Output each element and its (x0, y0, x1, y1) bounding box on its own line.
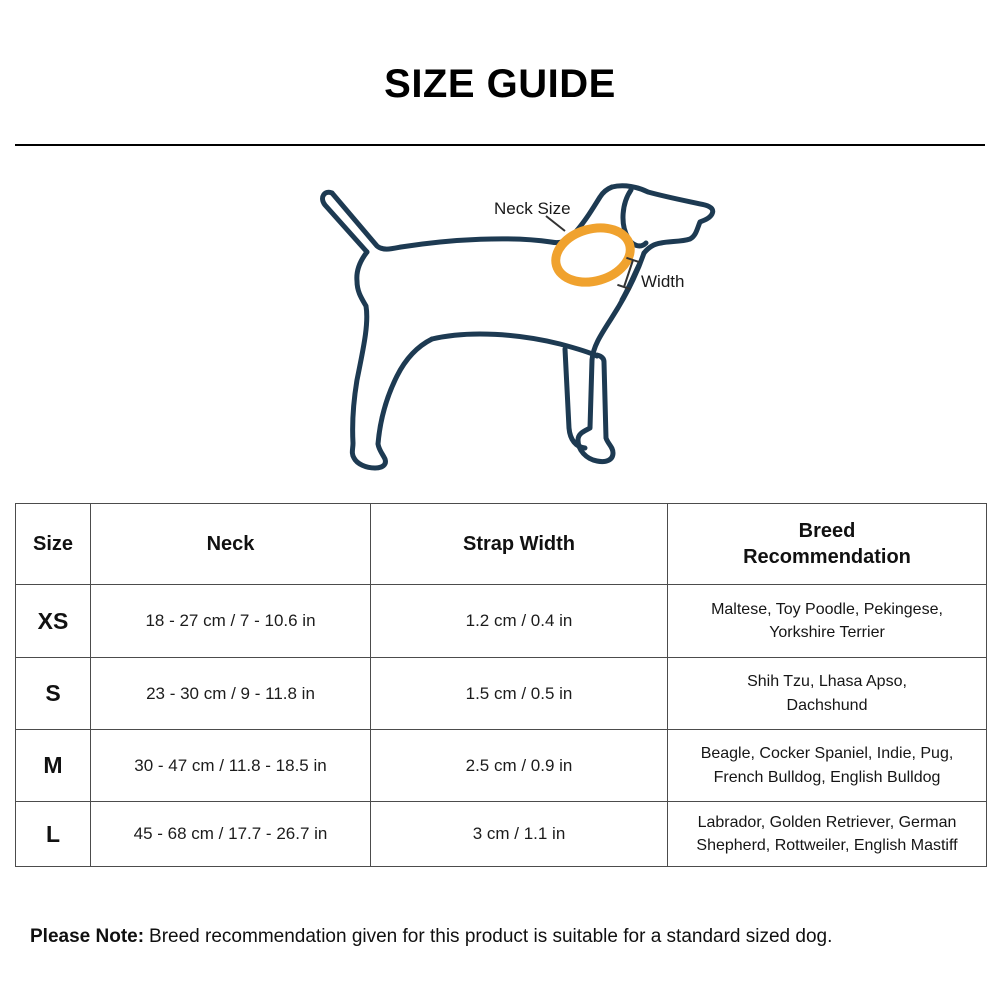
page-title: SIZE GUIDE (384, 62, 616, 106)
table-row-s (16, 658, 987, 730)
table-row-xs (16, 585, 987, 658)
breeds-line: Maltese, Toy Poodle, Pekingese, (711, 600, 943, 618)
size-cell: M (16, 730, 91, 802)
breeds-cell (668, 802, 987, 867)
size-cell: S (16, 658, 91, 730)
header-cell-size: Size (16, 504, 91, 585)
neck-size-label: Neck Size (494, 199, 571, 218)
breeds-line: Beagle, Cocker Spaniel, Indie, Pug, (700, 745, 954, 763)
table-row-l (16, 802, 987, 867)
breeds-line: French Bulldog, English Bulldog (713, 768, 941, 786)
table-row-m (16, 730, 987, 802)
note-text: Breed recommendation given for this product is suitable for a standard sized dog. (149, 926, 833, 947)
strap-width-cell: 1.2 cm / 0.4 in (371, 585, 668, 658)
breeds-line: Shepherd, Rottweiler, English Mastiff (696, 837, 958, 854)
strap-width-cell: 3 cm / 1.1 in (371, 802, 668, 867)
note-label: Please Note: (30, 926, 145, 947)
breeds-cell (668, 585, 987, 658)
header-cell-breed-recommendation (668, 504, 987, 585)
breeds-cell (668, 730, 987, 802)
width-label: Width (641, 272, 685, 291)
footer-note (30, 926, 832, 948)
breeds-cell (668, 658, 987, 730)
breeds-line: Shih Tzu, Lhasa Apso, (747, 673, 907, 691)
size-cell: XS (16, 585, 91, 658)
strap-width-cell: 2.5 cm / 0.9 in (371, 730, 668, 802)
neck-cell: 18 - 27 cm / 7 - 10.6 in (91, 585, 371, 658)
breed-recommendation-header-text: Breed Recommendation (743, 520, 911, 568)
breeds-line: Yorkshire Terrier (769, 624, 885, 641)
neck-cell: 23 - 30 cm / 9 - 11.8 in (91, 658, 371, 730)
header-cell-neck: Neck (91, 504, 371, 585)
dog-measurement-diagram (280, 160, 730, 490)
neck-cell: 30 - 47 cm / 11.8 - 18.5 in (91, 730, 371, 802)
breeds-line: Dachshund (786, 696, 868, 714)
neck-cell: 45 - 68 cm / 17.7 - 26.7 in (91, 802, 371, 867)
size-table (15, 503, 987, 867)
strap-width-cell: 1.5 cm / 0.5 in (371, 658, 668, 730)
size-cell: L (16, 802, 91, 867)
breeds-line: Labrador, Golden Retriever, German (697, 813, 957, 831)
header-cell-strap-width: Strap Width (371, 504, 668, 585)
title-divider (15, 144, 985, 146)
size-table-header-row (16, 504, 987, 585)
dog-outline (323, 186, 713, 468)
